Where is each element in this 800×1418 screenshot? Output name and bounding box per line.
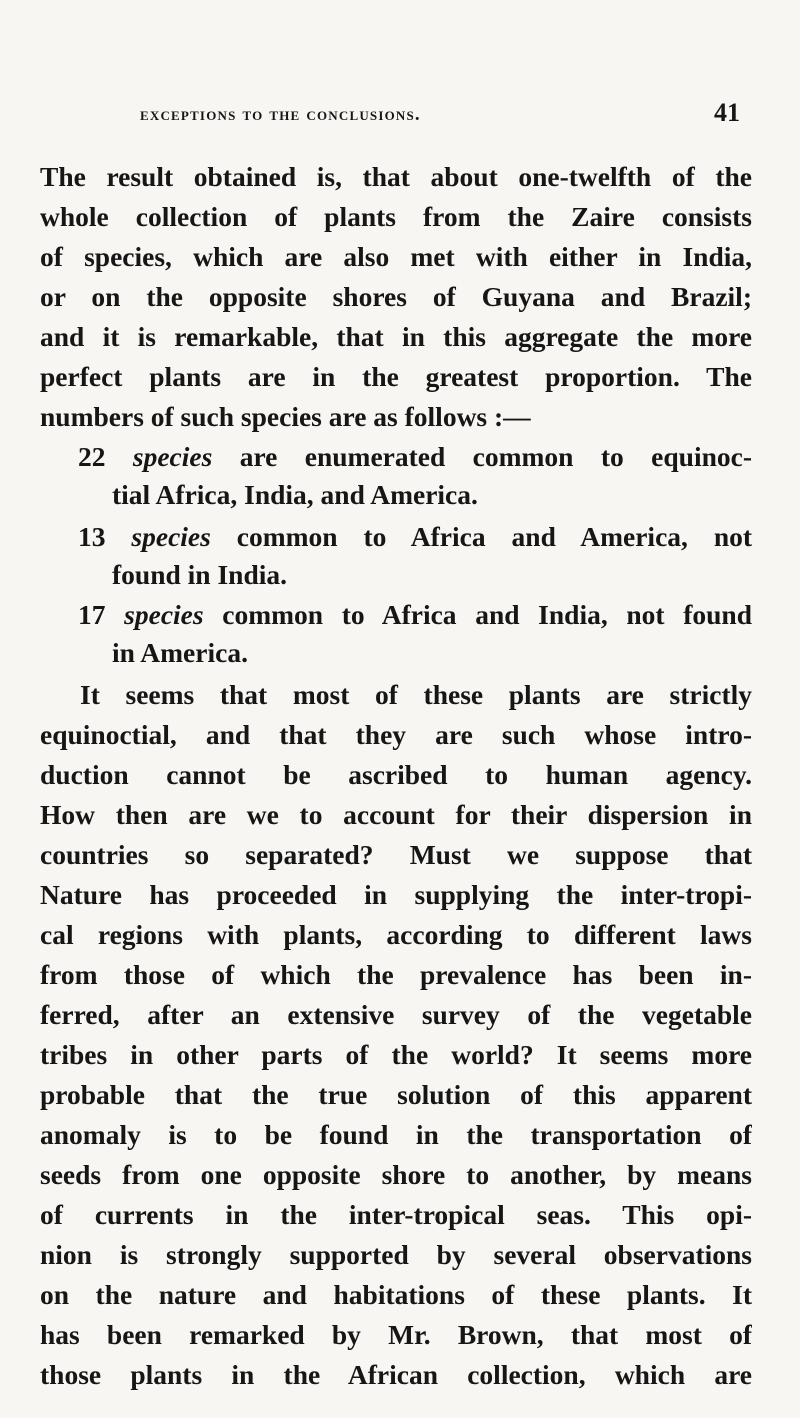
text-line: on the nature and habitations of these plants. It (40, 1279, 752, 1310)
text-line: and it is remarkable, that in this aggregate the more (40, 321, 752, 352)
text-line: found in India. (112, 559, 288, 590)
text-line: ferred, after an extensive survey of the vegetable (40, 999, 752, 1030)
text-line: those plants in the African collection, which are (40, 1359, 752, 1390)
text-line: in America. (112, 637, 248, 668)
text-line: from those of which the prevalence has been in- (40, 959, 752, 990)
text-line: equinoctial, and that they are such whose intro- (40, 719, 752, 750)
species-description: common to Africa and America, not (236, 521, 752, 552)
species-description: are enumerated common to equinoc- (239, 441, 752, 472)
text-line: numbers of such species are as follows :— (40, 401, 531, 432)
species-count: 17 (78, 599, 106, 630)
species-list-item (78, 518, 752, 558)
species-label: species (124, 599, 204, 630)
text-line: How then are we to account for their dispersion in (40, 799, 752, 830)
text-line: countries so separated? Must we suppose that (40, 839, 752, 870)
species-list-item (78, 438, 752, 478)
species-list-item (78, 596, 752, 636)
text-line: seeds from one opposite shore to another, by means (40, 1159, 752, 1190)
species-description: common to Africa and India, not found (222, 599, 752, 630)
text-line: whole collection of plants from the Zaire consists (40, 201, 752, 232)
text-line: perfect plants are in the greatest proportion. The (40, 361, 752, 392)
text-line: The result obtained is, that about one-twelfth of the (40, 161, 752, 192)
text-line: probable that the true solution of this apparent (40, 1079, 752, 1110)
text-line: of species, which are also met with either in India, (40, 241, 752, 272)
text-line: of currents in the inter-tropical seas. This opi- (40, 1199, 752, 1230)
text-line: or on the opposite shores of Guyana and Brazil; (40, 281, 752, 312)
text-line: duction cannot be ascribed to human agency. (40, 759, 752, 790)
species-count: 22 (78, 441, 106, 472)
page-number: 41 (714, 98, 740, 127)
species-label: species (131, 521, 211, 552)
text-line: It seems that most of these plants are strictly (80, 679, 752, 710)
species-count: 13 (78, 521, 106, 552)
text-line: anomaly is to be found in the transportation of (40, 1119, 752, 1150)
text-line: has been remarked by Mr. Brown, that most of (40, 1319, 752, 1350)
running-head-title: exceptions to the conclusions. (140, 104, 421, 125)
text-line: tial Africa, India, and America. (112, 479, 478, 510)
running-head (140, 98, 750, 132)
species-label: species (132, 441, 213, 472)
text-line: tribes in other parts of the world? It seems more (40, 1039, 752, 1070)
text-line: cal regions with plants, according to different laws (40, 919, 752, 950)
text-line: nion is strongly supported by several observations (40, 1239, 752, 1270)
text-line: Nature has proceeded in supplying the inter-tropi- (40, 879, 752, 910)
